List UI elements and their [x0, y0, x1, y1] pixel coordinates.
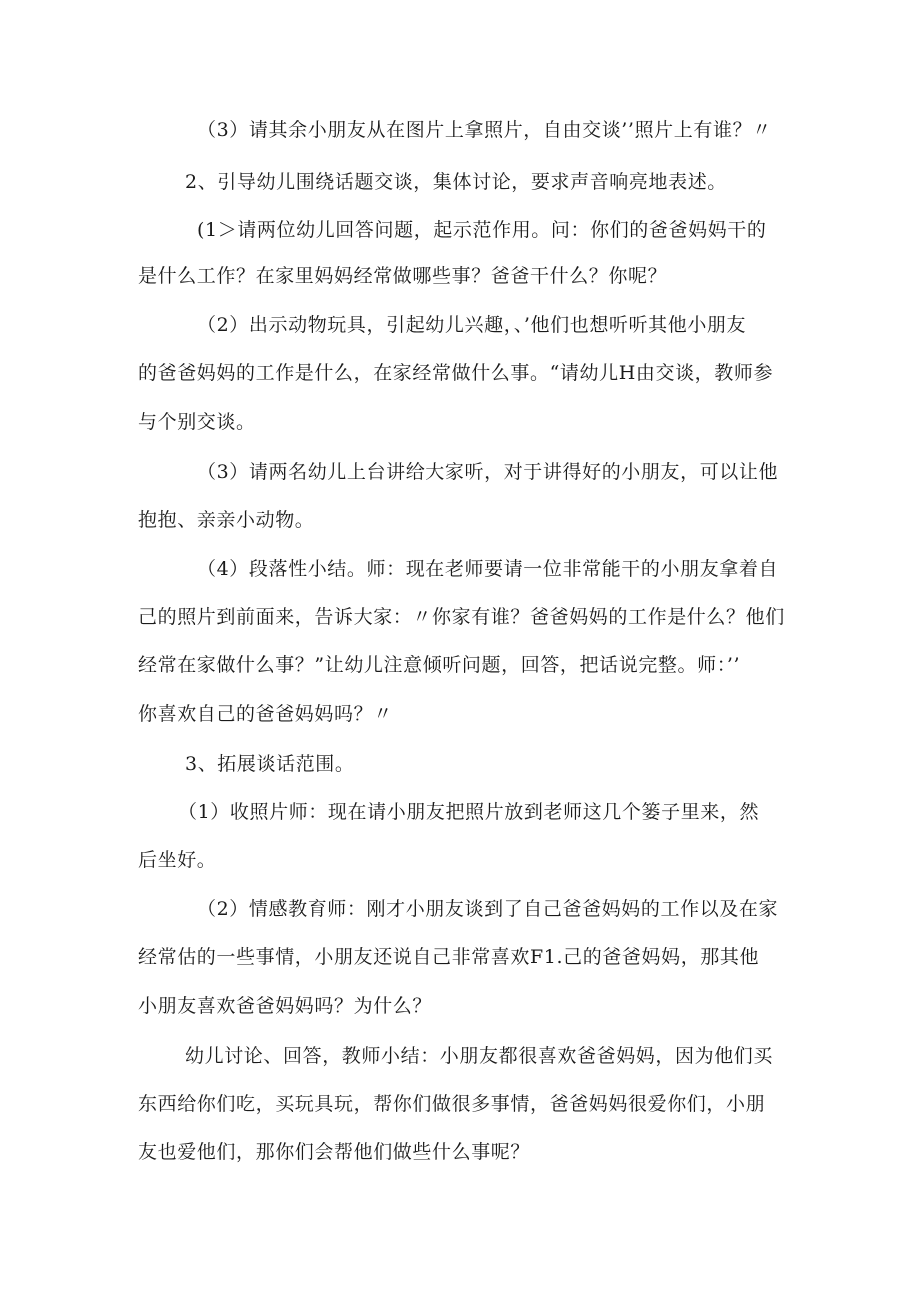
text-line: 经常在家做什么事？”让幼儿注意倾听问题，回答，把话说完整。师：’’ [138, 654, 741, 676]
text-line: 东西给你们吃，买玩具玩，帮你们做很多事情，爸爸妈妈很爱你们，小朋 [138, 1093, 766, 1115]
text-line: （2）出示动物玩具，引起幼儿兴趣，、’他们也想听听其他小朋友 [197, 314, 747, 336]
text-line: 抱抱、亲亲小动物。 [138, 509, 315, 531]
text-line: （3）请两名幼儿上台讲给大家听，对于讲得好的小朋友，可以让他 [197, 461, 779, 483]
text-line: 是什么工作？在家里妈妈经常做哪些事？爸爸干什么？你呢？ [138, 265, 668, 287]
text-line: （1）收照片师：现在请小朋友把照片放到老师这几个篓子里来，然 [178, 801, 760, 823]
text-line: 的爸爸妈妈的工作是什么，在家经常做什么事。“请幼儿H由交谈，教师参 [138, 362, 774, 384]
text-line: 后坐好。 [138, 849, 217, 871]
text-line: 你喜欢自己的爸爸妈妈吗？〃 [138, 703, 393, 725]
text-line: （4）段落性小结。师：现在老师要请一位非常能干的小朋友拿着自 [197, 558, 779, 580]
text-line: 经常估的一些事情，小朋友还说自己非常喜欢F1.己的爸爸妈妈，那其他 [138, 946, 760, 968]
text-line: 友也爱他们，那你们会帮他们做些什么事呢？ [138, 1141, 531, 1163]
text-line: (1＞请两位幼儿回答问题，起示范作用。问：你们的爸爸妈妈干的 [197, 219, 767, 241]
section-heading: 3、拓展谈话范围。 [185, 753, 355, 775]
text-line: 与个别交谈。 [138, 411, 256, 433]
section-heading: 2、引导幼儿围绕话题交谈，集体讨论，要求声音响亮地表述。 [185, 171, 727, 193]
text-line: 幼儿讨论、回答，教师小结：小朋友都很喜欢爸爸妈妈，因为他们买 [185, 1045, 774, 1067]
text-line: （2）情感教育师：刚才小朋友谈到了自己爸爸妈妈的工作以及在家 [197, 898, 779, 920]
text-line: 小朋友喜欢爸爸妈妈吗？为什么？ [138, 995, 433, 1017]
text-line: （3）请其余小朋友从在图片上拿照片，自由交谈’’照片上有谁？〃 [197, 119, 772, 141]
text-line: 己的照片到前面来，告诉大家：〃你家有谁？爸爸妈妈的工作是什么？他们 [138, 606, 785, 628]
